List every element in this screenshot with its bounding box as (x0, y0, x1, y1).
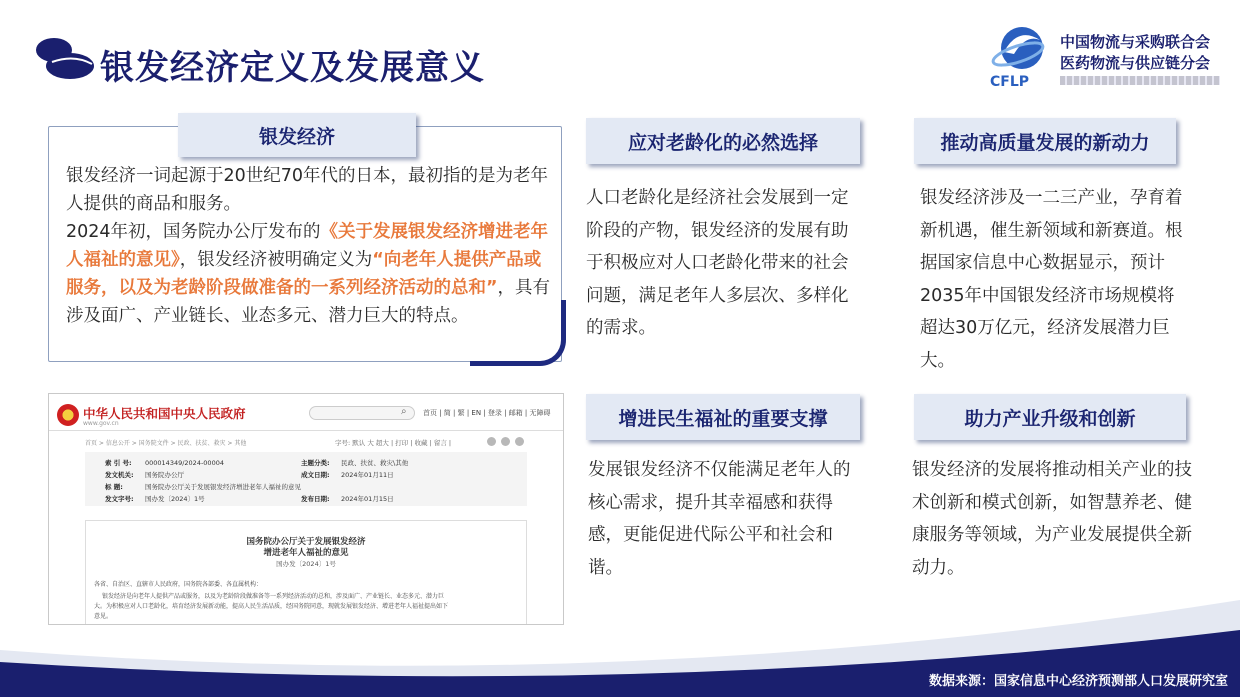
section-high-quality-growth-text: 银发经济涉及一二三产业，孕育着新机遇，催生新领域和新赛道。根据国家信息中心数据显示，预计2035年中国银发经济市场规模将超达30万亿元，经济发展潜力巨大。 (920, 188, 1183, 371)
text-run: ，银发经济被明确定义为 (179, 250, 373, 270)
title-bullet-icon (34, 36, 96, 82)
wechat-icon (487, 437, 496, 446)
gov-site-name: 中华人民共和国中央人民政府 (83, 406, 246, 421)
definition-highlight: “向老年人提供产品或服务，以及为老龄阶段做准备的一系列经济活动的总和” (66, 250, 542, 298)
silver-p1: 银发经济一词起源于20世纪70年代的日本，最初指的是为老年人提供的商品和服务。 (66, 166, 549, 214)
silver-p2 (66, 218, 550, 330)
logo-text: CFLP (990, 74, 1030, 88)
org-english-subtitle (1060, 76, 1220, 85)
doc-line: 银发经济是向老年人提供产品或服务，以及为老龄阶段做准备等一系列经济活动的总和，涉及面广、产业链长、业态多元、潜力巨 (102, 593, 445, 600)
silver-economy-text (66, 162, 550, 330)
doc-line: 大。为积极应对人口老龄化，培育经济发展新动能，提高人民生活品质，经国务院同意，现就发展银发经济、增进老年人福祉提出如下 (94, 603, 449, 610)
gov-search-input (309, 406, 415, 420)
label-silver-economy: 银发经济 (178, 113, 416, 157)
label-high-quality-growth: 推动高质量发展的新动力 (914, 118, 1176, 164)
label-industry-upgrade: 助力产业升级和创新 (914, 394, 1186, 440)
label-livelihood-support: 增进民生福祉的重要支撑 (586, 394, 860, 440)
meta-written-date: 成文日期: 2024年01月11日 (301, 471, 394, 479)
doc-number: 国办发〔2024〕1号 (276, 560, 336, 568)
org-name (1060, 32, 1210, 74)
section-aging-response-text: 人口老龄化是经济社会发展到一定阶段的产物，银发经济的发展有助于积极应对人口老龄化带来的社会问题，满足老年人多层次、多样化的需求。 (586, 188, 849, 338)
gov-nav-links: 首页 | 简 | 繁 | EN | 登录 | 邮箱 | 无障碍 (423, 409, 551, 417)
gov-website-screenshot (48, 393, 564, 625)
meta-publish-date: 发布日期: 2024年01月15日 (301, 495, 394, 503)
meta-index: 索 引 号: 000014349/2024-00004 (105, 459, 224, 467)
org-line-1: 中国物流与采购联合会 (1060, 33, 1211, 51)
policy-title-highlight: 《关于发展银发经济增进老年人福祉的意见》 (66, 222, 549, 270)
meta-title: 标 题: 国务院办公厅关于发展银发经济增进老年人福祉的意见 (105, 483, 301, 491)
section-livelihood-support-text: 发展银发经济不仅能满足老年人的核心需求，提升其幸福感和获得感，更能促进代际公平和社会和谐。 (588, 460, 851, 578)
meta-issuer: 发文机关: 国务院办公厅 (105, 471, 184, 479)
section-industry-upgrade-text: 银发经济的发展将推动相关产业的技术创新和模式创新，如智慧养老、健康服务等领域，为产业发展提供全新动力。 (912, 460, 1192, 578)
data-source: 数据来源：国家信息中心经济预测部人口发展研究室 (928, 674, 1228, 689)
gov-site-url: www.gov.cn (83, 420, 119, 427)
doc-title-line-2: 增进老年人福祉的意见 (263, 548, 349, 558)
doc-line: 各省、自治区、直辖市人民政府，国务院各部委、各直属机构： (94, 581, 263, 588)
doc-title-line-1: 国务院办公厅关于发展银发经济 (246, 537, 366, 547)
label-aging-response: 应对老龄化的必然选择 (586, 118, 860, 164)
text-run: 2024年初，国务院办公厅发布的 (66, 222, 321, 242)
text-run: ，具有涉及面广、产业链长、业态多元、潜力巨大的特点。 (66, 278, 550, 326)
breadcrumb: 首页 > 信息公开 > 国务院文件 > 民政、扶贫、救灾 > 其他 (85, 440, 247, 447)
meta-topic: 主题分类: 民政、扶贫、救灾\其他 (301, 459, 409, 467)
search-icon: ⌕ (401, 406, 407, 417)
national-emblem-icon (57, 404, 79, 426)
divider (49, 430, 563, 431)
weibo-icon (501, 437, 510, 446)
doc-line: 意见。 (94, 613, 113, 620)
meta-doc-number: 发文字号: 国办发〔2024〕1号 (105, 495, 205, 503)
org-line-2: 医药物流与供应链分会 (1060, 54, 1211, 72)
page-title: 银发经济定义及发展意义 (100, 48, 485, 88)
qq-icon (515, 437, 524, 446)
page-tools: 字号: 默认 大 超大 | 打印 | 收藏 | 留言 | (335, 439, 452, 447)
document-body (85, 520, 527, 625)
cflp-logo-icon (988, 24, 1050, 88)
